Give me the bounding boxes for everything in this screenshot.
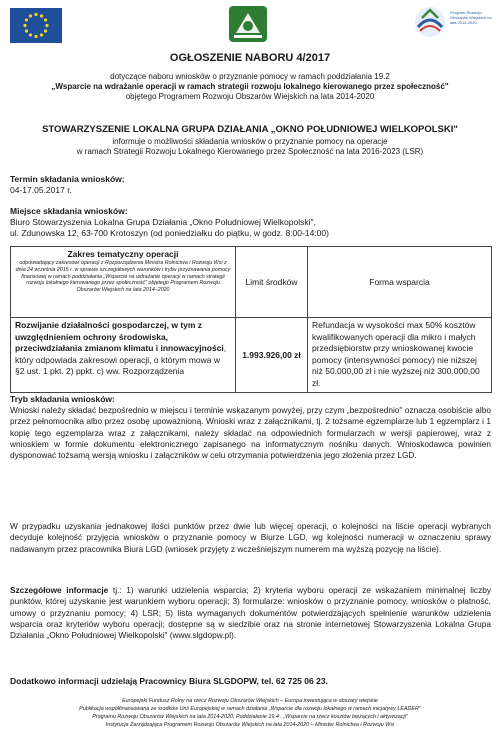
eu-star-icon — [34, 35, 37, 38]
deadline-label: Termin składania wniosków: — [10, 174, 125, 184]
place-line-1: Biuro Stowarzyszenia Lokalna Grupa Działania „Okno Południowej Wielkopolski", — [10, 217, 316, 227]
leader-logo-icon — [228, 5, 268, 43]
footer-line-3: Programu Rozwoju Obszarów Wiejskich na lata 2014-2020, Poddziałanie 19.4 . „Wsparcie na rzecz kosztów bieżących i aktywizacji" — [92, 714, 408, 720]
header-line-1: dotyczące naboru wniosków o przyznanie pomocy w ramach poddziałania 19.2 — [110, 72, 390, 81]
header-limit: Limit środków — [236, 247, 308, 318]
table-header-row — [11, 247, 492, 318]
row-area-rest: , który odpowiada zakresowi operacji, o którym mowa w §2 ust. 1 pkt. 2) ppkt. c) ww. Rozporządzenia — [15, 343, 227, 376]
contact-line: Dodatkowo informacji udzielają Pracownicy Biura SLGDOPW, tel. 62 725 06 23. — [10, 676, 328, 686]
prow-caption: Program Rozwoju Obszarów Wiejskich na lata 2014-2020 — [450, 10, 492, 25]
footer-line-2: Publikacja współfinansowana ze środków Unii Europejskiej w ramach działania „Wsparcie dla rozwoju lokalnego w ramach inicjatywy LEADER" — [79, 706, 421, 712]
row-area-cell — [11, 318, 236, 393]
deadline-value: 04-17.05.2017 r. — [10, 185, 72, 195]
footer-line-4: Instytucja Zarządzająca Programem Rozwoju Obszarów Wiejskich na lata 2014-2020 – Minister Rolnictwa i Rozwoju Wsi — [105, 722, 395, 728]
prow-logo-icon — [412, 5, 448, 39]
logo-bar — [0, 0, 500, 44]
place-label: Miejsce składania wniosków: — [10, 206, 128, 216]
details-text: tj.: 1) warunki udzielenia wsparcia; 2) kryteria wyboru operacji ze wskazaniem minimalnej liczby punktów, której uzyskanie jest warunkiem wyboru operacji; 3) formularze: wniosków o przyznanie pomocy, wniosków o płatność, umowy o przyznaniu pomocy; 4) LSR; 5) lista wymaganych dokumentów potwierdzających spełnienie warunków udzielenia wsparcia oraz kryteriów wyboru operacji; dostępne są w siedzibie oraz na stronie internetowej Stowarzyszenia Lokalna Grupa Działania „Okno Południowej Wielkopolski" (www.slgdopw.pl). — [10, 585, 491, 641]
eu-star-icon — [25, 29, 28, 32]
mode-paragraph-2: W przypadku uzyskania jednakowej ilości punktów przez dwie lub więcej operacji, o kolejności na liście operacji wybranych decyduje kolejność przyjęcia wniosków o przyznanie pomocy w Biurze LGD, wg kolejności numeracji w oznaczeniu sprawy nadawanym przez pracownika Biura LGD (wniosek przyjęty z wcześniejszym numerem ma wyższą pozycję na liście). — [10, 521, 491, 554]
eu-star-icon — [23, 24, 26, 27]
operations-table — [10, 246, 492, 393]
association-line-1: informuje o możliwości składania wniosków o przyznanie pomocy na operacje — [112, 137, 388, 146]
eu-star-icon — [44, 18, 47, 21]
association-line-2: w ramach Strategii Rozwoju Lokalnego Kierowanego przez Społeczność na lata 2016-2023 (LSR) — [76, 147, 424, 156]
place-line-2: ul. Zdunowska 12, 63-700 Krotoszyn (od poniedziałku do piątku, w godz. 8:00-14:00) — [10, 228, 329, 238]
mode-paragraph-1: Wnioski należy składać bezpośrednio w miejscu i terminie wskazanym powyżej, przy czym „bezpośrednio" oznacza osobiście albo przez pełnomocnika albo przez osobę upoważnioną. Wnioski wraz z załącznikami, tj. 2 tożsame egzemplarze lub 1 egzemplarz i 1 kopię tego egzemplarza wraz z załącznikami, należy składać na odpowiednich formularzach w wersji papierowej, wraz z wnioskiem w formie dokumentu elektronicznego zapisanego na informatycznym nośniku danych. Wnioskodawca powinien dysponować tożsamą wersją wniosku i załączników w celu otrzymania potwierdzenia jego złożenia przez LGD. — [10, 405, 491, 461]
eu-star-icon — [34, 13, 37, 16]
row-limit: 1.993.926,00 zł — [236, 318, 308, 393]
details-paragraph — [10, 585, 491, 641]
mode-label: Tryb składania wniosków: — [10, 394, 115, 404]
details-label: Szczegółowe informacje — [10, 585, 109, 595]
row-form: Refundacja w wysokości max 50% kosztów kwalifikowanych operacji dla mikro i małych przedsiębiorstw przy wnioskowanej kwocie pomocy (intensywności pomocy) nie niższej niż 50.000,00 zł i nie wyższej niż 300.000,00 zł. — [308, 318, 492, 393]
header-area-cell — [11, 247, 236, 318]
row-area-bold: Rozwijanie działalności gospodarczej, w tym z uwzględnieniem ochrony środowiska, przeciwdziałania zmianom klimatu i innowacyjności — [15, 320, 224, 353]
eu-star-icon — [40, 33, 43, 36]
header-line-2: „Wsparcie na wdrażanie operacji w ramach strategii rozwoju lokalnego kierowanego przez społeczność" — [51, 82, 449, 91]
footer-line-1: Europejski Fundusz Rolny na rzecz Rozwoju Obszarów Wiejskich – Europa inwestująca w obszary wiejskie — [122, 698, 378, 704]
eu-star-icon — [40, 14, 43, 17]
eu-star-icon — [45, 24, 48, 27]
header-form: Forma wsparcia — [308, 247, 492, 318]
eu-star-icon — [44, 29, 47, 32]
eu-star-icon — [29, 33, 32, 36]
header-area-title: Zakres tematyczny operacji — [67, 249, 179, 259]
page-title: OGŁOSZENIE NABORU 4/2017 — [169, 52, 331, 64]
eu-star-icon — [25, 18, 28, 21]
header-line-3: objętego Programem Rozwoju Obszarów Wiejskich na lata 2014-2020 — [125, 92, 375, 101]
eu-flag-icon — [10, 8, 62, 43]
table-row — [11, 318, 492, 393]
eu-star-icon — [29, 14, 32, 17]
header-area-note: odpowiadający zakresowi operacji z Rozporządzenia Ministra Rolnictwa i Rozwoju Wsi z dnia 24 września 2015 r. w sprawie szczegółowych warunków i trybu przyznawania pomocy finansowej w ramach poddziałania „Wsparcie na wdrażanie operacji w ramach strategii rozwoju lokalnego kierowanego przez społeczność" objętego Programem Rozwoju Obszarów Wiejskich na lata 2014–2020 — [15, 260, 231, 294]
association-title: STOWARZYSZENIE LOKALNA GRUPA DZIAŁANIA „OKNO POŁUDNIOWEJ WIELKOPOLSKI" — [42, 124, 458, 135]
